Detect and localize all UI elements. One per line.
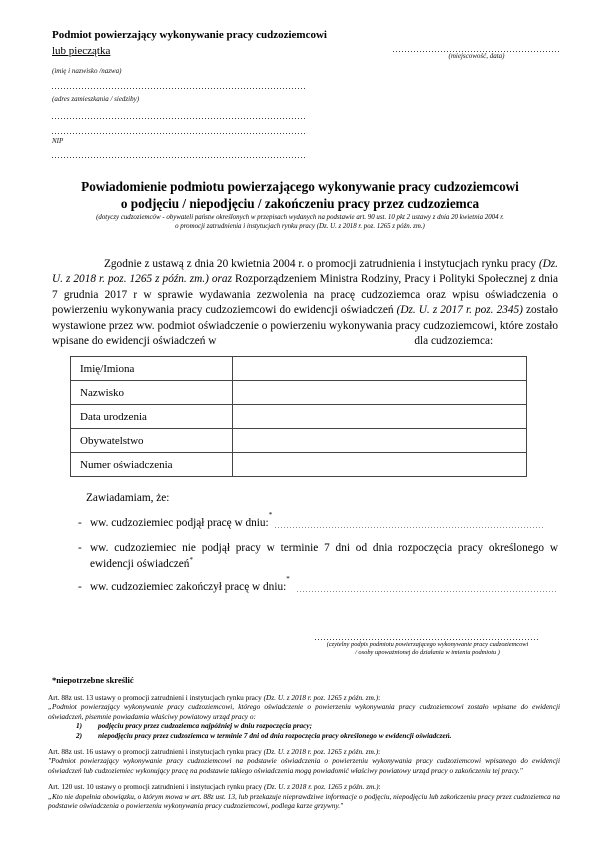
place-date-caption: (miejscowość, data) (448, 52, 505, 60)
start-date-fill-line (275, 526, 545, 528)
footnote-head-colon: : (378, 782, 381, 792)
footnote-list-item-1 (48, 721, 560, 730)
employer-label-line2: lub pieczątka (52, 45, 111, 57)
signature-block (295, 638, 560, 658)
intro-paragraph (52, 257, 558, 349)
row-value-last-name (233, 381, 527, 405)
notice-item-not-started (78, 540, 558, 572)
title-subtitle-line2: o promocji zatrudnienia i instytucjach rynku pracy (Dz. U. z 2018 r. poz. 1265 z późn. zm.) (175, 223, 425, 230)
table-row (71, 381, 527, 405)
footnotes-block (48, 693, 560, 817)
row-label-statement-number: Numer oświadczenia (71, 453, 233, 477)
row-value-citizenship (233, 429, 527, 453)
row-value-statement-number (233, 453, 527, 477)
signature-caption-line2: / osoby upoważnionej do działania w imieniu podmiotu ) (355, 649, 500, 657)
table-row (71, 357, 527, 381)
address-fill-line-2 (52, 132, 305, 134)
footnote-head (48, 782, 560, 791)
footnote-quote: „Kto nie dopełnia obowiązku, o którym mowa w art. 88z ust. 13, lub przekazuje nieprawdziwe informacje o podjęciu, niepodjęciu lub zakończeniu pracy przez cudzoziemca na podstawie oświadczenia o powierzeniu wykonywania pracy cudzoziemcowi, podlega karze grzywny." (48, 791, 560, 811)
footnote-quote: "Podmiot powierzający wykonywanie pracy cudzoziemcowi na podstawie oświadczenia o powierzeniu wykonywania pracy cudzoziemcowi wpisanego do ewidencji oświadczeń lub cudzoziemiec wykonujący pracę na podstawie takiego oświadczenia mogą powiadomić właściwy powiatowy urząd pracy o zakończeniu tej pracy." (48, 756, 560, 775)
notice-item-ended: - ww. cudzoziemiec zakończył pracę w dniu: * (78, 579, 558, 595)
table-row (71, 405, 527, 429)
footnote-head (48, 693, 560, 702)
intro-seg-2: Rozporządzeniem Ministra Rodziny, Pracy i Polityki Społecznej z dnia 7 grudnia 2017 r w sprawie wydawania zezwolenia na pracę cudzoziemca oraz wpisu oświadczenia o powierzeniu wykonywania pracy cudzoziemcowi do ewidencji oświadczeń (52, 273, 558, 317)
asterisk-legend: *niepotrzebne skreślić (52, 675, 134, 685)
table-row (71, 429, 527, 453)
bullet-marker: - (78, 581, 82, 593)
employer-label-line1: Podmiot powierzający wykonywanie pracy cudzoziemcowi (52, 29, 327, 41)
row-label-last-name: Nazwisko (71, 381, 233, 405)
footnote-head-text: Art. 88z ust. 16 ustawy o promocji zatrudnieni i instytucjach rynku pracy (48, 747, 264, 757)
nip-label: NIP (52, 137, 64, 145)
footnote-item-number: 2) (76, 730, 83, 740)
intro-citation-2: (Dz. U. z 2017 r. poz. 2345) (396, 304, 523, 317)
address-caption: (adres zamieszkania / siedziby) (52, 95, 140, 103)
footnote-head-colon: : (378, 747, 381, 757)
footnote-head-text: Art. 120 ust. 10 ustawy o promocji zatrudnieni i instytucjach rynku pracy (48, 782, 265, 792)
footnote-art-120-10 (48, 782, 560, 810)
footnote-head-colon: : (378, 693, 381, 702)
nip-fill-line (52, 156, 305, 158)
address-fill-line-1 (52, 117, 305, 119)
place-date-block (393, 50, 560, 61)
notice-item-started: - ww. cudzoziemiec podjął pracę w dniu: * (78, 515, 558, 531)
intro-seg-0: Zgodnie z ustawą z dnia 20 kwietnia 2004 r. o promocji zatrudnienia i instytucjach rynku pracy (104, 258, 539, 270)
footnote-art-88z-16 (48, 747, 560, 775)
title-block (0, 178, 600, 231)
bullet-marker: - (78, 542, 82, 554)
row-value-first-name (233, 357, 527, 381)
foreigner-data-table (70, 356, 527, 477)
footnote-head-citation: (Dz. U. z 2018 r. poz. 1265 z późn. zm.) (263, 747, 379, 757)
intro-citation-1: (Dz. U. z 2018 r. poz. 1265 z późn. zm.) oraz (52, 258, 558, 286)
row-label-first-name: Imię/Imiona (71, 357, 233, 381)
intro-seg-4: zostało wystawione przez ww. podmiot oświadczenie o powierzeniu wykonywania pracy cudzoziemcowi, które zostało wpisane do ewidencji oświadczeń w (52, 304, 559, 348)
name-fill-line (52, 87, 305, 89)
footnote-head-citation: (Dz. U. z 2018 r. poz. 1265 z późn. zm.) (263, 693, 379, 702)
notice-item-not-started-text: ww. cudzoziemiec nie podjął pracy w terminie 7 dni od dnia rozpoczęcia pracy określonego w ewidencji oświadczeń (90, 542, 558, 570)
table-row (71, 453, 527, 477)
footnote-head-citation: (Dz. U. z 2018 r. poz. 1265 z późn. zm.) (264, 782, 379, 792)
row-label-birth-date: Data urodzenia (71, 405, 233, 429)
name-caption: (imię i nazwisko /nazwa) (52, 67, 122, 75)
footnote-item-text: podjęciu pracy przez cudzoziemca najpóźniej w dniu rozpoczęcia pracy; (98, 721, 313, 731)
office-name-blank (216, 343, 414, 344)
asterisk-mark: * (189, 556, 193, 565)
footnote-art-88z-13 (48, 693, 560, 740)
footnote-head (48, 747, 560, 756)
notice-lead: Zawiadamiam, że: (86, 492, 170, 504)
title-subtitle-line1: (dotyczy cudzoziemców - obywateli państw określonych w przepisach wydanych na podstawie art. 90 ust. 10 pkt 2 ustawy z dnia 20 kwietnia 2004 r. (96, 214, 504, 221)
footnote-quote: „Podmiot powierzający wykonywanie pracy cudzoziemcowi, którego oświadczenie o powierzeniu wykonywania pracy cudzoziemcowi zostało wpisane do ewidencji oświadczeń, pisemnie powiadamia właściwy powiatowy urząd pracy o: (48, 702, 560, 721)
page-title-line2: o podjęciu / niepodjęciu / zakończeniu pracy przez cudzoziemca (120, 196, 480, 211)
notice-list (78, 511, 558, 595)
notice-item-ended-text: ww. cudzoziemiec zakończył pracę w dniu: (90, 581, 287, 593)
footnote-list-item-2 (48, 731, 560, 740)
footnote-item-text: niepodjęciu pracy przez cudzoziemca w terminie 7 dni od dnia rozpoczęcia pracy określonego w ewidencji oświadczeń. (98, 730, 452, 740)
signature-fill-line (315, 638, 540, 640)
notice-item-started-text: ww. cudzoziemiec podjął pracę w dniu: (90, 517, 269, 529)
end-date-fill-line (297, 590, 558, 592)
bullet-marker: - (78, 517, 82, 529)
footnote-head-text: Art. 88z ust. 13 ustawy o promocji zatrudnieni i instytucjach rynku pracy (48, 693, 264, 702)
row-value-birth-date (233, 405, 527, 429)
signature-caption-line1: (czytelny podpis podmiotu powierzającego wykonywanie pracy cudzoziemcowi (326, 641, 529, 648)
footnote-item-number: 1) (76, 721, 83, 731)
row-label-citizenship: Obywatelstwo (71, 429, 233, 453)
intro-tail: dla cudzoziemca: (414, 335, 494, 348)
page-title-line1: Powiadomienie podmiotu powierzającego wykonywanie pracy cudzoziemcowi (81, 179, 519, 194)
